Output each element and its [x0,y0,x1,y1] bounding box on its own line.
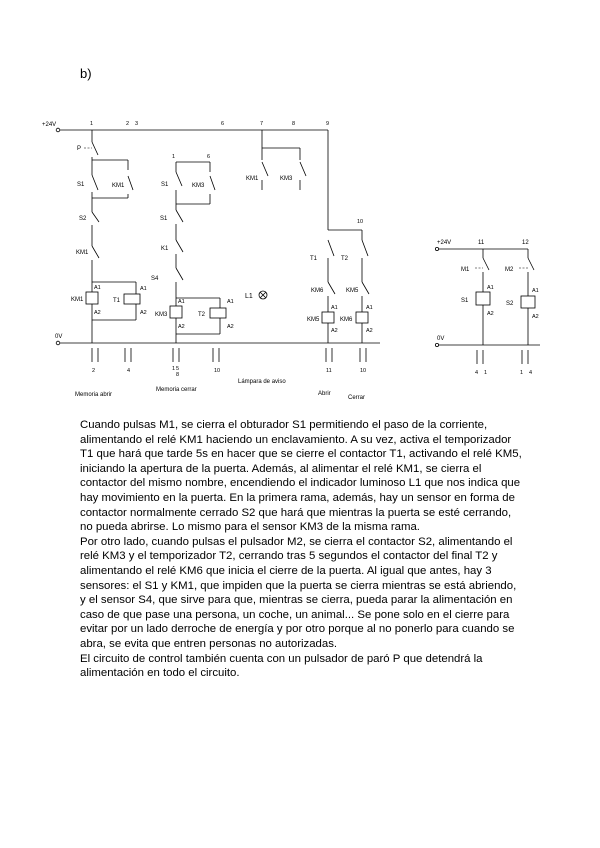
bottom-number: 1 [172,366,176,372]
bottom-number: 11 [326,368,332,374]
node-number: 6 [207,154,211,160]
supply-label: +24V [42,122,57,128]
contact-label: KM6 [311,288,324,294]
terminal-label: A2 [487,311,494,317]
bottom-number: 8 [176,372,180,378]
terminal-label: A2 [366,328,373,334]
coil-label: KM1 [71,297,84,303]
ground-label: 0V [55,334,63,340]
explanation-text [80,418,525,681]
node-number: 9 [326,121,330,127]
supply-label: +24V [437,240,452,246]
branch-caption: Memoria abrir [75,392,113,398]
contact-label: P [77,146,82,152]
contact-label: S1 [160,216,168,222]
terminal-label: A2 [94,310,101,316]
coil-label: KM5 [307,317,320,323]
node-number: 7 [260,121,264,127]
section-heading: b) [80,66,92,81]
terminal-label: A2 [140,310,147,316]
contact-label: KM1 [76,250,89,256]
terminal-label: A2 [532,314,539,320]
bottom-number: 1 [520,370,524,376]
node-number: 12 [522,240,529,246]
branch-caption: Abrir [318,391,331,397]
branch-caption: Cerrar [348,395,366,401]
bottom-number: 5 [176,366,180,372]
node-number: 8 [292,121,296,127]
ladder-diagram [0,0,600,420]
branch-caption: Memoria cerrar [156,387,197,393]
side-ladder-diagram [435,240,540,376]
contact-label: T1 [310,256,318,262]
contact-label: S1 [161,182,169,188]
node-number: 3 [135,121,139,127]
bottom-number: 10 [214,368,221,374]
bottom-number: 1 [484,370,488,376]
coil-label: KM3 [155,312,168,318]
paragraph: El circuito de control también cuenta con un pulsador de paró P que detendrá la alimentación en todo el circuito. [80,652,483,680]
contact-label: KM1 [246,176,259,182]
coil-label: S1 [461,298,469,304]
pushbutton-label: M1 [461,267,470,273]
terminal-label: A1 [532,288,539,294]
terminal-label: A1 [140,286,147,292]
terminal-label: A1 [227,299,234,305]
bottom-number: 4 [475,370,479,376]
contact-label: T2 [341,256,349,262]
coil-label: S2 [506,301,514,307]
contact-label: KM1 [112,183,125,189]
bottom-number: 4 [529,370,533,376]
branch-caption: Lámpara de aviso [238,379,286,385]
terminal-label: A1 [94,285,101,291]
contact-label: KM3 [280,176,293,182]
terminal-label: A2 [331,328,338,334]
terminal-label: A1 [487,285,494,291]
bottom-number: 10 [360,368,367,374]
pushbutton-label: M2 [505,267,514,273]
node-number: 10 [357,219,364,225]
bottom-number: 2 [92,368,96,374]
terminal-label: A1 [366,305,373,311]
bottom-number: 4 [127,368,131,374]
node-number: 6 [221,121,225,127]
terminal-label: A1 [178,299,185,305]
contact-label: K1 [161,246,169,252]
contact-label: S1 [77,182,85,188]
contact-label: S2 [79,216,87,222]
node-number: 11 [478,240,485,246]
coil-label: KM6 [340,317,353,323]
ground-label: 0V [437,336,445,342]
coil-label: T1 [113,298,121,304]
paragraph: Por otro lado, cuando pulsas el pulsador M2, se cierra el contactor S2, alimentando el relé KM3 y el temporizador T2, cerrando tras 5 segundos el contactor del final T2 y alimentando el relé KM6 que inicia el cierre de la puerta. Al igual que antes, hay 3 sensores: el S1 y KM1, que impiden que la puerta se cierra mientras se está abriendo, y el sensor S4, que sirve para que, mientras se cierra, pueda parar la alimentación en caso de que pase una persona, un coche, un animal... Se pone solo en el cierre para evitar por un lado derroche de energía y por otro porque al no ponerlo para cuando se abra, se evita que entren personas no autorizadas. [80,535,517,650]
terminal-label: A1 [331,305,338,311]
paragraph: Cuando pulsas M1, se cierra el obturador S1 permitiendo el paso de la corriente, alimentando el relé KM1 haciendo un enclavamiento. A su vez, activa el temporizador T1 que hará que tarde 5s en hacer que se cierre el contactor T1, activando el relé KM5, iniciando la apertura de la puerta. Además, al alimentar el relé KM1, se cierra el contactor del mismo nombre, encendiendo el indicador luminoso L1 que nos indica que hay movimiento en la puerta. En la primera rama, además, hay un sensor en forma de contactor normalmente cerrado S2 que hará que mientras la puerta se esté cerrando, no pueda abrirse. Lo mismo para el sensor KM3 de la misma rama. [80,419,522,534]
lamp-label: L1 [245,293,253,300]
contact-label: KM3 [192,183,205,189]
contact-label: S4 [151,276,159,282]
contact-label: KM5 [346,288,359,294]
terminal-label: A2 [227,324,234,330]
node-number: 2 [126,121,130,127]
terminal-label: A2 [178,324,185,330]
node-number: 1 [90,121,94,127]
main-ladder-diagram [42,121,380,401]
node-number: 1 [172,154,176,160]
coil-label: T2 [198,312,206,318]
